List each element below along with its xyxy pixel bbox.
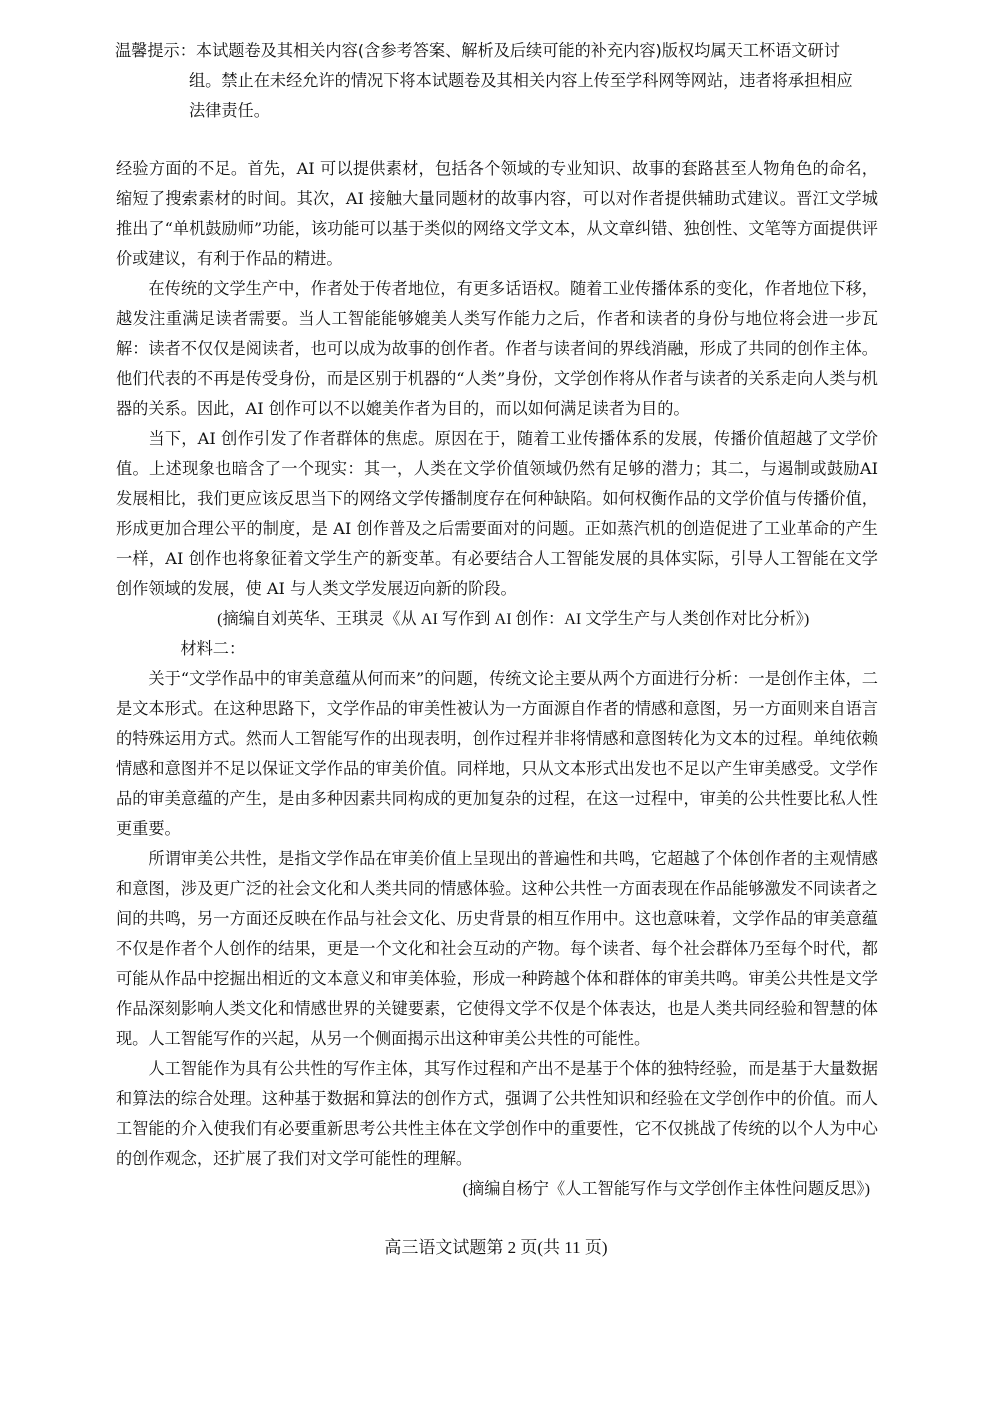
notice-line-2: 组。禁止在未经允许的情况下将本试题卷及其相关内容上传至学科网等网站，违者将承担相应 (189, 71, 853, 90)
paragraph-6: 人工智能作为具有公共性的写作主体，其写作过程和产出不是基于个体的独特经验，而是基于大量数据和算法的综合处理。这种基于数据和算法的创作方式，强调了公共性知识和经验在文学创作中的价值。而人工智能的介入使我们有必要重新思考公共性主体在文学创作中的重要性，它不仅挑战了传统的以个人为中心的创作观念，还扩展了我们对文学可能性的理解。 (116, 1059, 878, 1168)
paragraph-3: 当下，AI 创作引发了作者群体的焦虑。原因在于，随着工业传播体系的发展，传播价值超越了文学价值。上述现象也暗含了一个现实：其一，人类在文学价值领域仍然有足够的潜力；其二，与遏制或鼓励AI 发展相比，我们更应该反思当下的网络文学传播制度存在何种缺陷。如何权衡作品的文学价值与传播价值，形成更加合理公平的制度，是 AI 创作普及之后需要面对的问题。正如蒸汽机的创造促进了工业革命的产生一样，AI 创作也将象征着文学生产的新变革。有必要结合人工智能发展的具体实际，引导人工智能在文学创作领域的发展，使 AI 与人类文学发展迈向新的阶段。 (116, 429, 878, 598)
article-body (116, 154, 878, 1204)
notice-line-3: 法律责任。 (189, 101, 270, 120)
copyright-notice (115, 36, 880, 126)
material-2-label: 材料二： (180, 640, 246, 658)
source-citation-2: (摘编自杨宁《人工智能写作与文学创作主体性问题反思》) (462, 1180, 870, 1198)
paragraph-5: 所谓审美公共性，是指文学作品在审美价值上呈现出的普遍性和共鸣，它超越了个体创作者的主观情感和意图，涉及更广泛的社会文化和人类共同的情感体验。这种公共性一方面表现在作品能够激发不同读者之间的共鸣，另一方面还反映在作品与社会文化、历史背景的相互作用中。这也意味着，文学作品的审美意蕴不仅是作者个人创作的结果，更是一个文化和社会互动的产物。每个读者、每个社会群体乃至每个时代，都可能从作品中挖掘出相近的文本意义和审美体验，形成一种跨越个体和群体的审美共鸣。审美公共性是文学作品深刻影响人类文化和情感世界的关键要素，它使得文学不仅是个体表达，也是人类共同经验和智慧的体现。人工智能写作的兴起，从另一个侧面揭示出这种审美公共性的可能性。 (116, 849, 878, 1048)
paragraph-2: 在传统的文学生产中，作者处于传者地位，有更多话语权。随着工业传播体系的变化，作者地位下移，越发注重满足读者需要。当人工智能能够媲美人类写作能力之后，作者和读者的身份与地位将会进一步瓦解：读者不仅仅是阅读者，也可以成为故事的创作者。作者与读者间的界线消融，形成了共同的创作主体。他们代表的不再是传受身份，而是区别于机器的“人类”身份，文学创作将从作者与读者的关系走向人类与机器的关系。因此，AI 创作可以不以媲美作者为目的，而以如何满足读者为目的。 (116, 279, 878, 418)
notice-line-1: 温馨提示：本试题卷及其相关内容(含参考答案、解析及后续可能的补充内容)版权均属天工杯语文研讨 (115, 41, 840, 60)
paragraph-1: 经验方面的不足。首先，AI 可以提供素材，包括各个领域的专业知识、故事的套路甚至人物角色的命名，缩短了搜索素材的时间。其次，AI 接触大量同题材的故事内容，可以对作者提供辅助式建议。晋江文学城推出了“单机鼓励师”功能，该功能可以基于类似的网络文学文本，从文章纠错、独创性、文笔等方面提供评价或建议，有利于作品的精进。 (116, 159, 878, 268)
page-footer: 高三语文试题第 2 页(共 11 页) (384, 1238, 608, 1257)
source-citation-1: (摘编自刘英华、王琪灵《从 AI 写作到 AI 创作：AI 文学生产与人类创作对比分析》) (217, 610, 810, 628)
paragraph-4: 关于“文学作品中的审美意蕴从何而来”的问题，传统文论主要从两个方面进行分析：一是创作主体，二是文本形式。在这种思路下，文学作品的审美性被认为一方面源自作者的情感和意图，另一方面则来自语言的特殊运用方式。然而人工智能写作的出现表明，创作过程并非将情感和意图转化为文本的过程。单纯依赖情感和意图并不足以保证文学作品的审美价值。同样地，只从文本形式出发也不足以产生审美感受。文学作品的审美意蕴的产生，是由多种因素共同构成的更加复杂的过程，在这一过程中，审美的公共性要比私人性更重要。 (116, 669, 878, 838)
